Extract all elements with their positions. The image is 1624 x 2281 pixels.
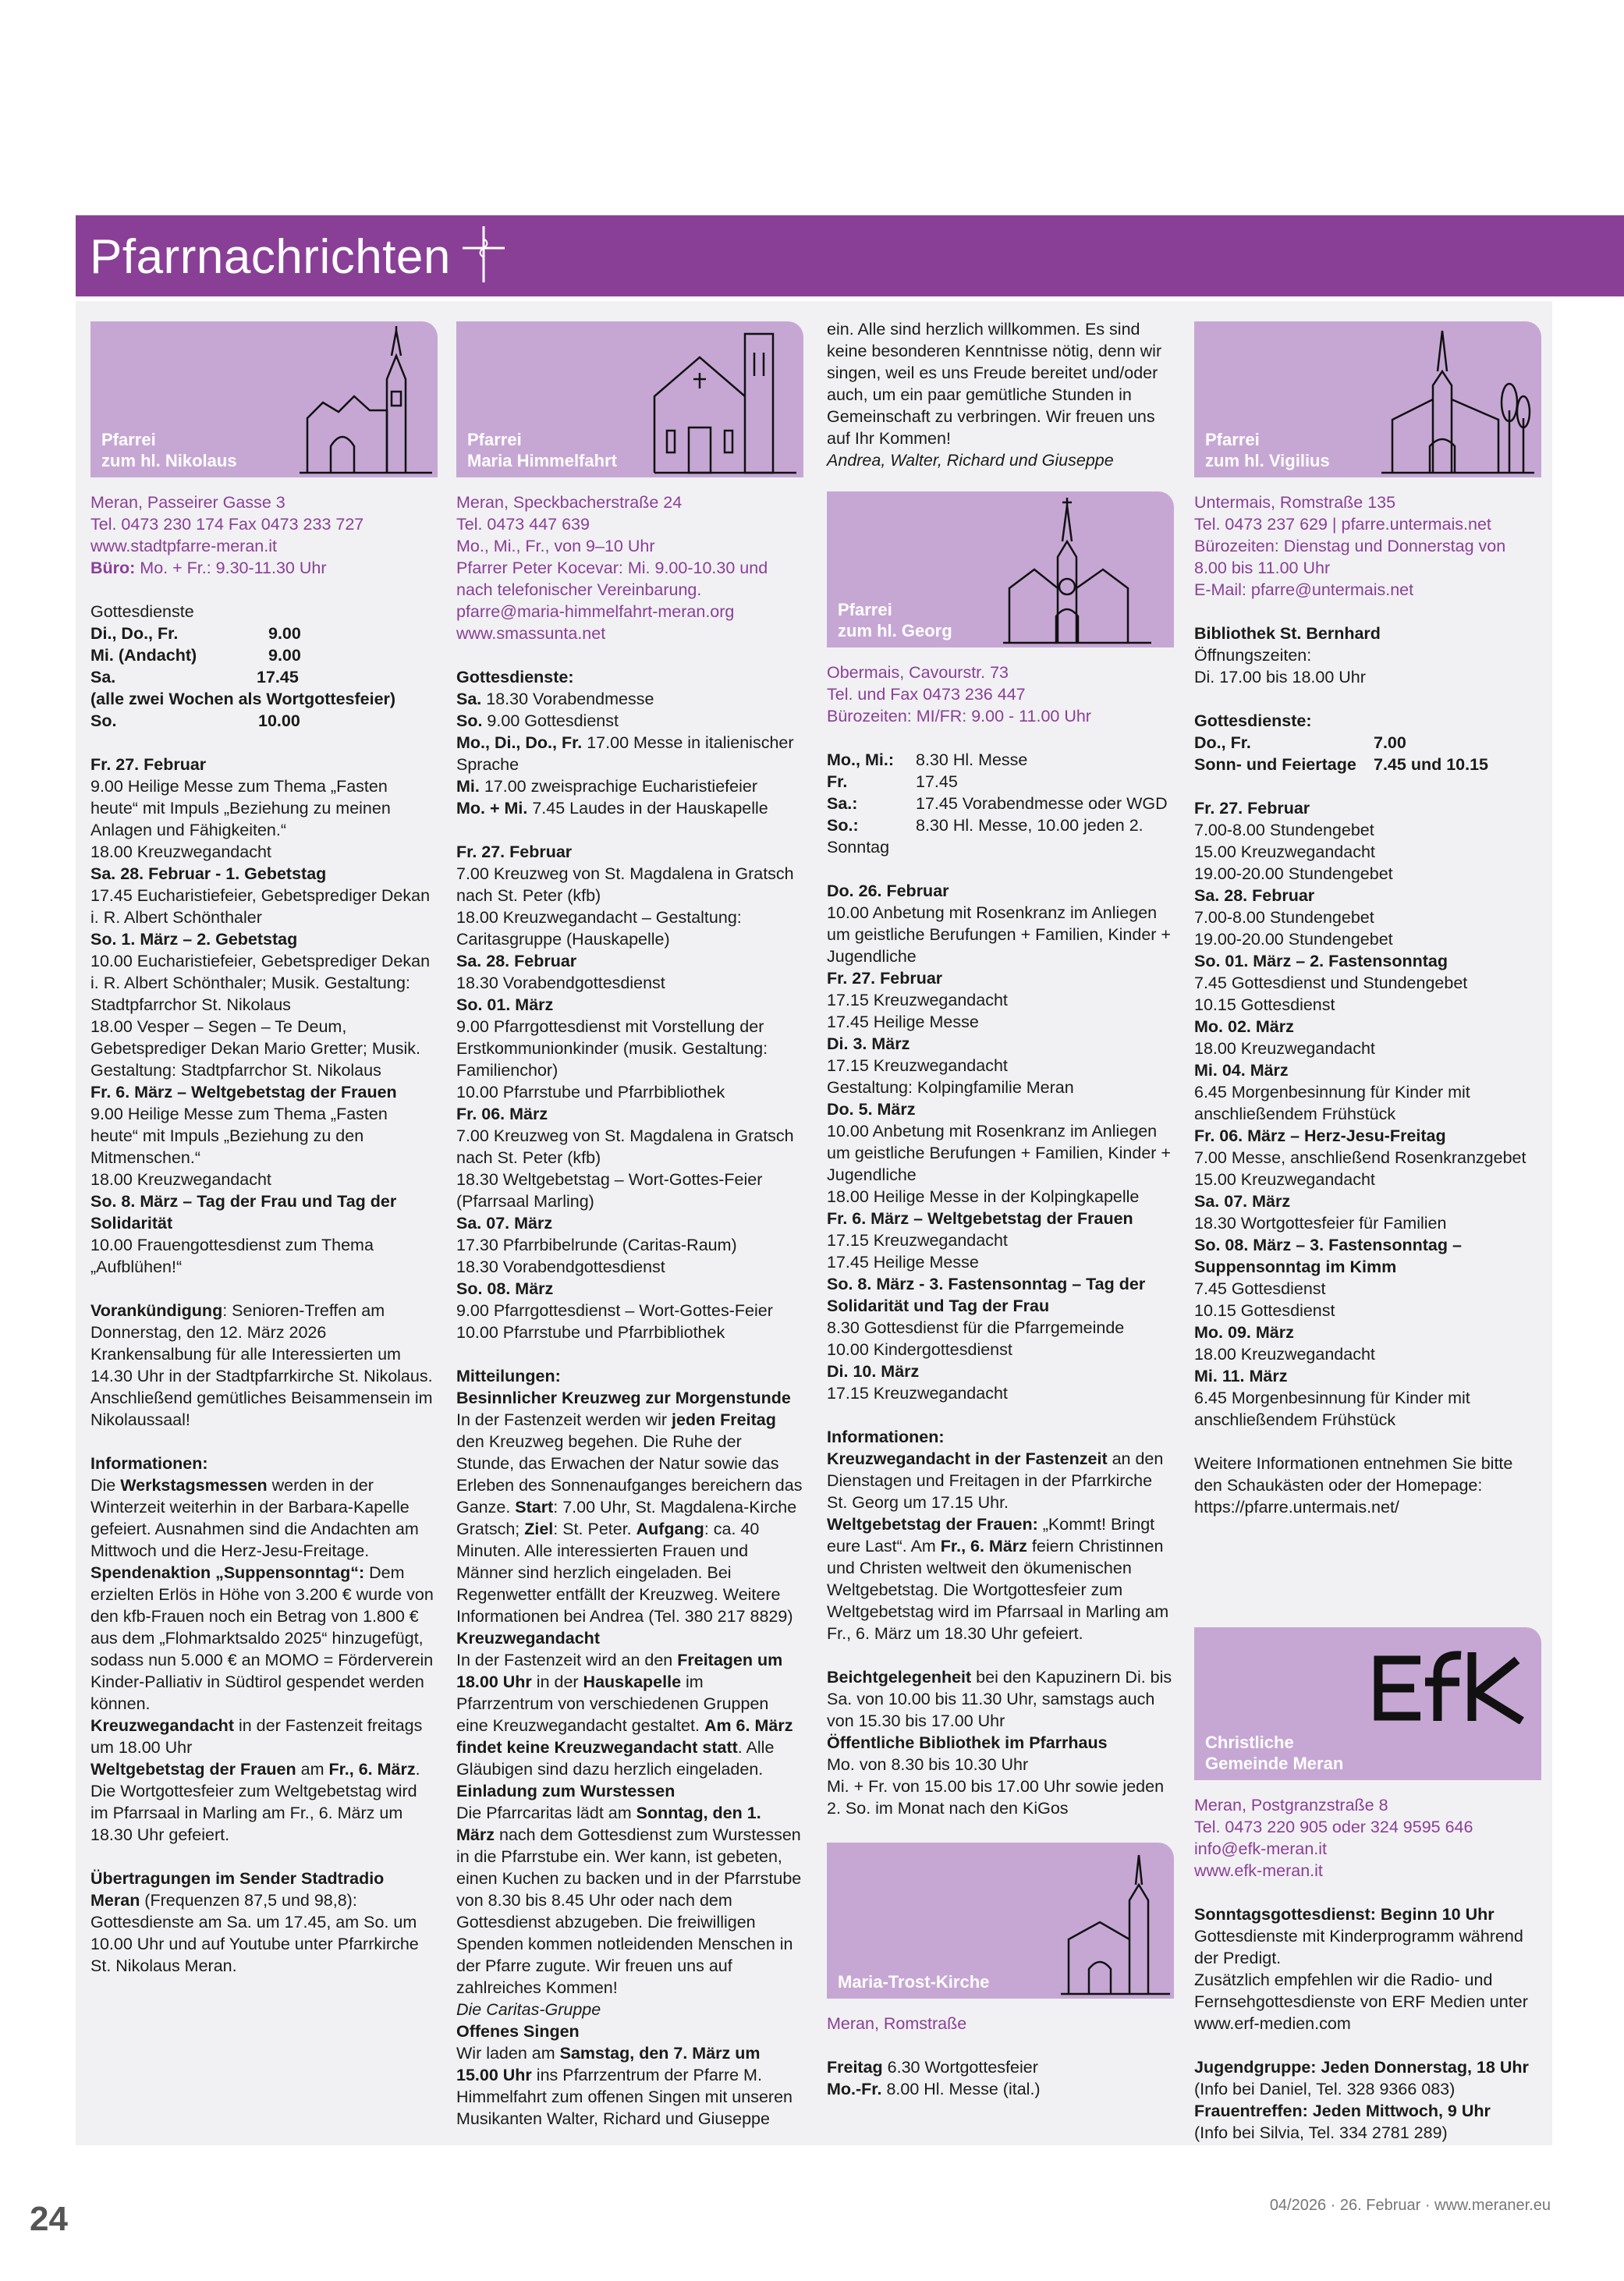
announcement-text: Die Pfarrcaritas lädt am Sonntag, den 1. März nach dem Gottesdienst zum Wurstessen in die Pfarrstube ein. Wer kann, ist gebeten, einen Kuchen zu backen und in der Pfarrstube von 8.30 bis 8.45 Uhr oder nach dem Gottesdienst abzugeben. Die freiwilligen Spenden kommen notleidenden Menschen in der Pfarre zugute. Wir freuen uns auf zahlreiches Kommen! [456,1804,802,1997]
schedule-entry: 7.00 Messe, anschließend Rosenkranzgebet 15.00 Kreuzwegandacht [1194,1148,1526,1189]
schedule-entry: 18.30 Vorabendgottesdienst [456,974,665,992]
schedule-entry: 7.00 Kreuzweg von St. Magdalena in Gratsch nach St. Peter (kfb) 18.00 Kreuzwegandacht – Gestaltung: Caritasgruppe (Hauskapelle) [456,864,794,949]
service-day: Mi. (Andacht) [90,646,197,665]
schedule-entry: 17.15 Kreuzwegandacht Gestaltung: Kolpingfamilie Meran [827,1056,1074,1097]
schedule-date: Fr. 6. März – Weltgebetstag der Frauen [90,1083,397,1101]
schedule-date: Di. 3. März [827,1034,910,1053]
service-row: So. 9.00 Gottesdienst [456,711,619,730]
info-paragraph: Kreuzwegandacht in der Fastenzeit an den Dienstagen und Freitagen in der Pfarrkirche St. Georg um 17.15 Uhr. [827,1449,1164,1512]
church-header-maria-trost [827,1843,1174,1999]
service-day: Di., Do., Fr. [90,624,179,643]
service-row: Mo.-Fr. 8.00 Hl. Messe (ital.) [827,2080,1041,2098]
youth-group-title: Jugendgruppe: Jeden Donnerstag, 18 Uhr [1194,2058,1529,2077]
column-nikolaus [90,321,438,1977]
info-paragraph: Kreuzwegandacht in der Fastenzeit freitags um 18.00 Uhr [90,1716,423,1757]
sunday-service-text: Gottesdienste mit Kinderprogramm während der Predigt. Zusätzlich empfehlen wir die Radio- und Fernsehgottesdienste von ERF Medien unter www.erf-medien.com [1194,1927,1528,2033]
schedule-entry: 8.30 Gottesdienst für die Pfarrgemeinde 10.00 Kindergottesdienst [827,1318,1125,1359]
service-row: Mo. + Mi. 7.45 Laudes in der Hauskapelle [456,799,768,818]
address: Meran, Passeirer Gasse 3 [90,493,285,512]
church-name: Maria-Trost-Kirche [838,1972,990,1992]
section-banner [76,215,1624,296]
schedule-entry: 17.45 Eucharistiefeier, Gebetsprediger Dekan i. R. Albert Schönthaler [90,886,431,927]
info-paragraph: Die Werkstagsmessen werden in der Winterzeit weiterhin in der Barbara-Kapelle gefeiert. Ausnahmen sind die Andachten am Mittwoch und die Herz-Jesu-Freitage. [90,1476,419,1560]
announcements-title: Mitteilungen: [456,1367,561,1385]
info-title: Informationen: [90,1454,208,1473]
women-meeting-info: (Info bei Silvia, Tel. 334 2781 289) [1194,2123,1448,2142]
parish-header-vigilius [1194,321,1541,477]
schedule-date: So. 08. März – 3. Fastensonntag – Suppensonntag im Kimm [1194,1236,1462,1276]
announcement-text: In der Fastenzeit werden wir jeden Freitag den Kreuzweg begehen. Die Ruhe der Stunde, das Erwachen der Natur sowie das Erleben des Sonnenaufganges bereichern das Ganze. Start: 7.00 Uhr, St. Magdalena-Kirche Gratsch; Ziel: St. Peter. Aufgang: ca. 40 Minuten. Alle interessierten Frauen und Männer sind herzlich eingeladen. Bei Regenwetter entfällt der Kreuzweg. Weitere Informationen bei Andrea (Tel. 380 217 8829) [456,1410,803,1626]
office-hours: Bürozeiten: Dienstag und Donnerstag von 8.00 bis 11.00 Uhr [1194,537,1506,577]
youth-group-info: (Info bei Daniel, Tel. 328 9366 083) [1194,2080,1456,2098]
service-time: 9.00 [268,646,301,665]
phone: Tel. 0473 447 639 [456,515,590,534]
schedule-entry: 6.45 Morgenbesinnung für Kinder mit anschließendem Frühstück [1194,1389,1470,1429]
schedule-date: So. 01. März – 2. Fastensonntag [1194,952,1448,970]
church-mariatrost-illustration [1061,1846,1170,1995]
parish-name: Pfarrei Maria Himmelfahrt [467,430,617,470]
schedule-entry: 18.30 Wortgottesfeier für Familien [1194,1214,1447,1233]
schedule-entry: 17.15 Kreuzwegandacht [827,1384,1008,1403]
church-himmelfahrt-illustration [644,329,800,474]
email-link[interactable]: info@efk-meran.it [1194,1839,1327,1858]
schedule-entry: 7.00-8.00 Stundengebet 19.00-20.00 Stundengebet [1194,908,1393,949]
schedule-date: Do. 26. Februar [827,882,949,900]
schedule-entry: 7.00 Kreuzweg von St. Magdalena in Gratsch nach St. Peter (kfb) 18.30 Weltgebetstag – Wort-Gottes-Feier (Pfarrsaal Marling) [456,1126,794,1211]
announcement-text: : Senioren-Treffen am Donnerstag, den 12. März 2026 Krankensalbung für alle Interessierten um 14.30 Uhr in der Stadtpfarrkirche St. Nikolaus. Anschließend gemütliches Beisammensein im Nikolaussaal! [90,1301,433,1429]
schedule-date: So. 1. März – 2. Gebetstag [90,930,298,949]
phone: Tel. und Fax 0473 236 447 [827,685,1026,704]
service-time: 10.00 [258,711,300,730]
page-title: Pfarrnachrichten [90,230,451,284]
schedule-date: Do. 5. März [827,1100,916,1119]
website-link[interactable]: www.smassunta.net [456,624,606,643]
schedule-date: Mi. 04. März [1194,1061,1289,1080]
continued-text: ein. Alle sind herzlich willkommen. Es sind keine besonderen Kenntnisse nötig, denn wir singen, weil es uns Freude bereitet und/oder auch, um ein paar gemütliche Stunden in Gemeinschaft zu verbringen. Wir freuen uns auf Ihr Kommen! [827,320,1162,448]
office-hours: Mo., Mi., Fr., von 9–10 Uhr [456,537,655,555]
schedule-date: Sa. 28. Februar [456,952,577,970]
parish-header-himmelfahrt [456,321,803,477]
info-paragraph: Spendenaktion „Suppensonntag“: Dem erzielten Erlös in Höhe von 3.200 € wurde von den kfb-Frauen noch ein Betrag von 1.800 € aus dem „Flohmarktsaldo 2025“ hinzugefügt, sodass nun 5.000 € an MOMO = Förderverein Kinder-Palliativ in Südtirol gespendet werden können. [90,1563,434,1713]
efk-logo [1363,1646,1530,1724]
info-paragraph: Weltgebetstag der Frauen: „Kommt! Bringt eure Last“. Am Fr., 6. März feiern Christinnen und Christen weltweit den ökumenischen Weltgebetstag. Die Wortgottesfeier zum Weltgebetstag wird im Pfarrsaal in Marling am Fr., 6. März um 18.30 Uhr gefeiert. [827,1515,1169,1643]
sunday-service-title: Sonntagsgottesdienst: Beginn 10 Uhr [1194,1905,1495,1924]
parish-header-georg [827,491,1174,647]
women-meeting-title: Frauentreffen: Jeden Mittwoch, 9 Uhr [1194,2102,1491,2120]
schedule-list [827,880,1174,1404]
schedule-date: So. 8. März – Tag der Frau und Tag der Solidarität [90,1192,397,1233]
schedule-date: Sa. 07. März [1194,1192,1291,1211]
schedule-list [1194,797,1541,1431]
website-link[interactable]: www.stadtpfarre-meran.it [90,537,277,555]
schedule-entry: 7.45 Gottesdienst und Stundengebet 10.15 Gottesdienst [1194,974,1468,1014]
schedule-date: Mo. 09. März [1194,1323,1294,1342]
library-title: Bibliothek St. Bernhard [1194,624,1381,643]
schedule-date: Fr. 06. März [456,1105,548,1123]
address: Meran, Postgranzstraße 8 [1194,1796,1388,1815]
email-link[interactable]: pfarre@maria-himmelfahrt-meran.org [456,602,735,621]
schedule-date: Fr. 6. März – Weltgebetstag der Frauen [827,1209,1133,1228]
schedule-date: So. 01. März [456,995,554,1014]
services-title: Gottesdienste: [456,668,574,686]
church-georg-illustration [1003,495,1151,644]
address: Untermais, Romstraße 135 [1194,493,1396,512]
schedule-entry: 10.00 Frauengottesdienst zum Thema „Aufblühen!“ [90,1236,374,1276]
schedule-date: Fr. 27. Februar [827,969,943,988]
service-row: Freitag 6.30 Wortgottesfeier [827,2058,1038,2077]
church-header-efk [1194,1627,1541,1780]
announcement-heading: Kreuzwegandacht [456,1629,600,1648]
library-hours: Öffnungszeiten: Di. 17.00 bis 18.00 Uhr [1194,646,1366,686]
email-link[interactable]: E-Mail: pfarre@untermais.net [1194,580,1414,599]
schedule-entry: 17.30 Pfarrbibelrunde (Caritas-Raum) 18.30 Vorabendgottesdienst [456,1236,737,1276]
schedule-list [90,754,438,1278]
phone: Tel. 0473 230 174 Fax 0473 233 727 [90,515,364,534]
parish-name: Pfarrei zum hl. Vigilius [1205,430,1330,470]
schedule-entry: 18.00 Kreuzwegandacht [1194,1039,1375,1058]
service-time: 17.45 [257,668,299,686]
parish-header-nikolaus [90,321,438,477]
schedule-date: Fr. 27. Februar [456,843,573,861]
library-title: Öffentliche Bibliothek im Pfarrhaus [827,1733,1108,1752]
schedule-date: So. 8. März - 3. Fastensonntag – Tag der Solidarität und Tag der Frau [827,1275,1146,1315]
schedule-date: So. 08. März [456,1279,554,1298]
phone: Tel. 0473 220 905 oder 324 9595 646 [1194,1818,1473,1836]
schedule-entry: 9.00 Pfarrgottesdienst – Wort-Gottes-Feier 10.00 Pfarrstube und Pfarrbibliothek [456,1301,773,1342]
schedule-entry: 10.00 Anbetung mit Rosenkranz im Anliegen um geistliche Berufungen + Familien, Kinder + Jugendliche [827,903,1171,966]
schedule-date: Sa. 28. Februar - 1. Gebetstag [90,864,327,883]
info-paragraph: Weltgebetstag der Frauen am Fr., 6. März. Die Wortgottesfeier zum Weltgebetstag wird im Pfarrsaal in Marling am Fr., 6. März um 18.30 Uhr gefeiert. [90,1760,420,1844]
announcement-label: Vorankündigung [90,1301,223,1320]
announcement-heading: Einladung zum Wurstessen [456,1782,675,1800]
service-tail: Sonntag [827,838,890,857]
church-name: Christliche Gemeinde Meran [1205,1733,1344,1773]
schedule-entry: 17.15 Kreuzwegandacht 17.45 Heilige Messe [827,991,1008,1031]
services-title: Gottesdienste: [1194,711,1312,730]
service-row: Mo., Di., Do., Fr. 17.00 Messe in italienischer Sprache [456,733,794,774]
schedule-date: Fr. 27. Februar [1194,799,1310,818]
info-title: Informationen: [827,1428,945,1446]
column-georg: ein. Alle sind herzlich willkommen. Es sind keine besonderen Kenntnisse nötig, denn wir singen, weil es uns Freude bereitet und/oder auch, um ein paar gemütliche Stunden in Gemeinschaft zu verbringen. Wir freuen uns auf Ihr Kommen! Andrea, Walter, Richard und Giuseppe Pfarrei zum hl. Georg Obermais, Cavourstr. 73 Tel. und Fax 0473 236 447 Bürozeiten: MI/FR: 9.00 - 11.00 Uhr Mo., Mi.: 8.30 Hl. Messe Fr. 17.45 Sa.: 17.45 Vorabendmesse oder WGD So.: 8.30 Hl. Messe, 10.00 jeden 2. Sonntag Do. 26. Februar 10.00 Anbetung mit Rosenkranz im Anliegen um geistliche Berufungen + Familien, Kinder + Jugendliche Fr. 27. Februar 17.15 Kreuzwegandacht 17.45 Heilige Messe Di. 3. März 17.15 Kreuzwegandacht Gestaltung: Kolpingfamilie Meran Do. 5. März 10.00 Anbetung mit Rosenkranz im Anliegen um geistliche Berufungen + Familien, Kinder + Jugendliche 18.00 Heilige Messe in der Kolpingkapelle Fr. 6. März – Weltgebetstag der Frauen 17.15 Kreuzwegandacht 17.45 Heilige Messe So. 8. März - 3. Fastensonntag – Tag der Solidarität und Tag der Frau 8.30 Gottesdienst für die Pfarrgemeinde 10.00 Kindergottesdienst Di. 10. März 17.15 Kreuzwegandacht Informationen: Kreuzwegandacht in der Fastenzeit an den Dienstagen und Freitagen in der Pfarrkirche St. Georg um 17.15 Uhr. Weltgebetstag der Frauen: „Kommt! Bringt eure Last“. Am Fr., 6. März feiern Christinnen und Christen weltweit den ökumenischen Weltgebetstag. Die Wortgottesfeier zum Weltgebetstag wird im Pfarrsaal in Marling am Fr., 6. März um 18.30 Uhr gefeiert. Beichtgelegenheit bei den Kapuzinern Di. bis Sa. von 10.00 bis 11.30 Uhr, samstags auch von 15.30 bis 17.00 Uhr Öffentliche Bibliothek im Pfarrhaus Mo. von 8.30 bis 10.30 Uhr Mi. + Fr. von 15.00 bis 17.00 Uhr sowie jeden 2. So. im Monat nach den KiGos Maria-Trost-Kirche Meran, Romstraße Freitag 6.30 Wortgottesfeier Mo.-Fr. 8.00 Hl. Messe (ital.) [827,318,1174,2100]
schedule-date: Fr. 27. Februar [90,755,207,774]
schedule-list [456,841,803,1343]
more-info: Weitere Informationen entnehmen Sie bitte den Schaukästen oder der Homepage: https://pfarre.untermais.net/ [1194,1454,1513,1517]
cross-icon [456,223,511,286]
website-link[interactable]: www.efk-meran.it [1194,1861,1323,1880]
office-label: Büro: [90,559,136,577]
schedule-date: Sa. 28. Februar [1194,886,1315,905]
parish-name: Pfarrei zum hl. Nikolaus [101,430,237,470]
announcement-text: Wir laden am Samstag, den 7. März um 15.00 Uhr ins Pfarrzentrum der Pfarre M. Himmelfahrt zum offenen Singen mit unseren Musikanten Walter, Richard und Giuseppe [456,2044,793,2128]
issue-info: 04/2026 · 26. Februar · www.meraner.eu [1269,2197,1551,2214]
page-number: 24 [30,2200,68,2238]
office-hours: Bürozeiten: MI/FR: 9.00 - 11.00 Uhr [827,707,1091,725]
service-row: Mi. 17.00 zweisprachige Eucharistiefeier [456,777,757,796]
schedule-entry: 9.00 Heilige Messe zum Thema „Fasten heute“ mit Impuls „Beziehung zu meinen Anlagen und Fähigkeiten.“ 18.00 Kreuzwegandacht [90,777,391,861]
schedule-entry: 10.00 Anbetung mit Rosenkranz im Anliegen um geistliche Berufungen + Familien, Kinder + Jugendliche 18.00 Heilige Messe in der Kolpingkapelle [827,1122,1171,1206]
schedule-date: Mo. 02. März [1194,1017,1294,1036]
parish-name: Pfarrei zum hl. Georg [838,600,952,640]
services-title: Gottesdienste [90,602,194,621]
schedule-entry: 7.00-8.00 Stundengebet 15.00 Kreuzwegandacht 19.00-20.00 Stundengebet [1194,821,1393,883]
confession-info: Beichtgelegenheit bei den Kapuzinern Di. bis Sa. von 10.00 bis 11.30 Uhr, samstags auch von 15.30 bis 17.00 Uhr [827,1668,1172,1730]
schedule-entry: 9.00 Pfarrgottesdienst mit Vorstellung der Erstkommunionkinder (musik. Gestaltung: Familienchor) 10.00 Pfarrstube und Pfarrbibliothek [456,1017,768,1101]
schedule-entry: 7.45 Gottesdienst 10.15 Gottesdienst [1194,1279,1335,1320]
service-day: So. [90,711,117,730]
phone-website[interactable]: Tel. 0473 237 629 | pfarre.untermais.net [1194,515,1491,534]
services-note: (alle zwei Wochen als Wortgottesfeier) [90,690,396,708]
announcement-signature: Die Caritas-Gruppe [456,2000,601,2019]
service-day: Sa. [90,668,116,686]
address: Obermais, Cavourstr. 73 [827,663,1009,682]
address: Meran, Speckbacherstraße 24 [456,493,683,512]
schedule-entry: 18.00 Kreuzwegandacht [1194,1345,1375,1364]
address: Meran, Romstraße [827,2014,967,2033]
church-vigilius-illustration [1381,325,1534,474]
service-row: Sa. 18.30 Vorabendmesse [456,690,654,708]
schedule-date: Sa. 07. März [456,1214,553,1233]
schedule-date: Fr. 06. März – Herz-Jesu-Freitag [1194,1126,1446,1145]
service-time: 9.00 [268,624,301,643]
announcement-heading: Besinnlicher Kreuzweg zur Morgenstunde [456,1389,791,1407]
church-nikolaus-illustration [300,325,432,474]
schedule-entry: 9.00 Heilige Messe zum Thema „Fasten heute“ mit Impuls „Beziehung zu den Mitmenschen.“ 18.00 Kreuzwegandacht [90,1105,388,1189]
column-himmelfahrt [456,321,803,2130]
schedule-date: Di. 10. März [827,1362,920,1381]
radio-info: Übertragungen im Sender Stadtradio Meran (Frequenzen 87,5 und 98,8): Gottesdienste am Sa. um 17.45, am So. um 10.00 Uhr und auf Youtube unter Pfarrkirche St. Nikolaus Meran. [90,1869,419,1975]
schedule-entry: 10.00 Eucharistiefeier, Gebetsprediger Dekan i. R. Albert Schönthaler; Musik. Gestaltung: Stadtpfarrchor St. Nikolaus 18.00 Vesper – Segen – Te Deum, Gebetsprediger Dekan Mario Gretter; Musik. Gestaltung: Stadtpfarrchor St. Nikolaus [90,952,431,1080]
pastor-hours: Pfarrer Peter Kocevar: Mi. 9.00-10.30 und nach telefonischer Vereinbarung. [456,559,768,599]
schedule-entry: 17.15 Kreuzwegandacht 17.45 Heilige Messe [827,1231,1008,1272]
schedule-date: Mi. 11. März [1194,1367,1288,1385]
announcement-heading: Offenes Singen [456,2022,580,2041]
continued-signature: Andrea, Walter, Richard und Giuseppe [827,451,1114,470]
announcement-text: In der Fastenzeit wird an den Freitagen um 18.00 Uhr in der Hauskapelle im Pfarrzentrum von verschiedenen Gruppen eine Kreuzwegandacht gestaltet. Am 6. März findet keine Kreuzwegandacht statt. Alle Gläubigen sind dazu herzlich eingeladen. [456,1651,793,1779]
office-hours: Mo. + Fr.: 9.30-11.30 Uhr [135,559,327,577]
schedule-entry: 6.45 Morgenbesinnung für Kinder mit anschließendem Frühstück [1194,1083,1470,1123]
announcement [90,1300,438,1431]
column-vigilius: Pfarrei zum hl. Vigilius Untermais, Romstraße 135 Tel. 0473 237 629 | pfarre.untermais.net Bürozeiten: Dienstag und Donnerstag von 8.00 bis 11.00 Uhr E-Mail: pfarre@untermais.net Bibliothek St. Bernhard Öffnungszeiten: Di. 17.00 bis 18.00 Uhr Gottesdienste: Do., Fr. 7.00 Sonn- und Feiertage 7.45 und 10.15 Fr. 27. Februar 7.00-8.00 Stundengebet 15.00 Kreuzwegandacht 19.00-20.00 Stundengebet Sa. 28. Februar 7.00-8.00 Stundengebet 19.00-20.00 Stundengebet So. 01. März – 2. Fastensonntag 7.45 Gottesdienst und Stundengebet 10.15 Gottesdienst Mo. 02. März 18.00 Kreuzwegandacht Mi. 04. März 6.45 Morgenbesinnung für Kinder mit anschließendem Frühstück Fr. 06. März – Herz-Jesu-Freitag 7.00 Messe, anschließend Rosenkranzgebet 15.00 Kreuzwegandacht Sa. 07. März 18.30 Wortgottesfeier für Familien So. 08. März – 3. Fastensonntag – Suppensonntag im Kimm 7.45 Gottesdienst 10.15 Gottesdienst Mo. 09. März 18.00 Kreuzwegandacht Mi. 11. März 6.45 Morgenbesinnung für Kinder mit anschließendem Frühstück Weitere Informationen entnehmen Sie bitte den Schaukästen oder der Homepage: https://pfarre.untermais.net/ Christliche Gemeinde Meran Meran, Postgranzstraße 8 Tel. 0473 220 905 oder 324 9595 646 info@efk-meran.it www.efk-meran.it Sonntagsgottesdienst: Beginn 10 Uhr Gottesdienste mit Kinderprogramm während der Predigt. Zusätzlich empfehlen wir die Radio- und Fernsehgottesdienste von ERF Medien unter www.erf-medien.com Jugendgruppe: Jeden Donnerstag, 18 Uhr (Info bei Daniel, Tel. 328 9366 083) Frauentreffen: Jeden Mittwoch, 9 Uhr (Info bei Silvia, Tel. 334 2781 289) [1194,321,1541,2144]
library-hours: Mo. von 8.30 bis 10.30 Uhr Mi. + Fr. von 15.00 bis 17.00 Uhr sowie jeden 2. So. im Monat nach den KiGos [827,1755,1165,1818]
